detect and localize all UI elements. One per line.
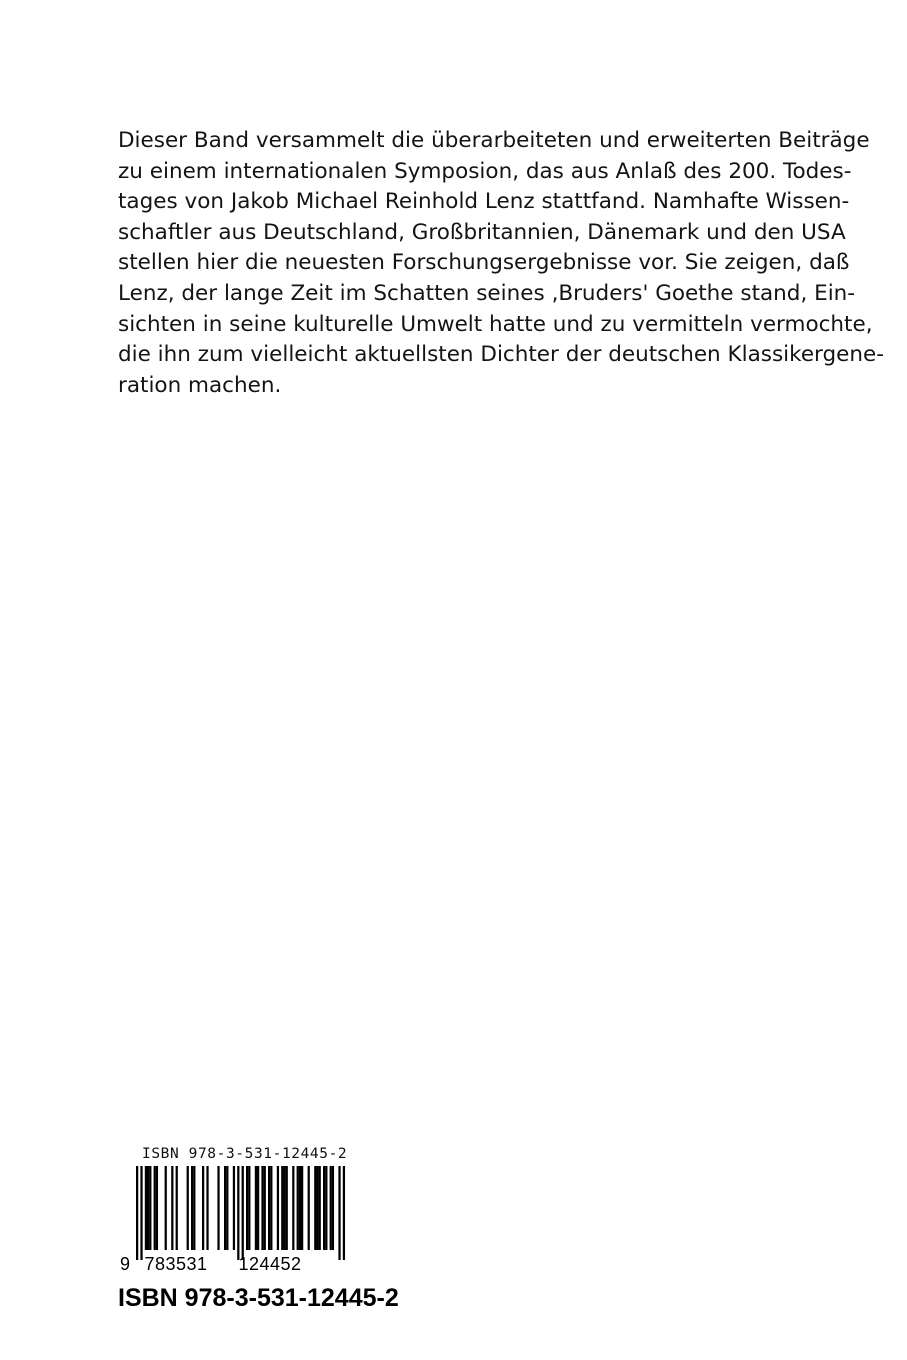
- barcode-bar: [308, 1166, 310, 1250]
- barcode-image: [118, 1166, 368, 1274]
- barcode-bar: [292, 1166, 294, 1250]
- barcode-bar: [255, 1166, 257, 1250]
- barcode-bar: [206, 1166, 208, 1250]
- back-cover-blurb: [118, 126, 885, 401]
- barcode-bar: [261, 1166, 263, 1250]
- barcode-isbn-label: ISBN 978-3-531-12445-2: [142, 1146, 348, 1162]
- blurb-line: Dieser Band versammelt die überarbeiteten und erweiterten Beiträge: [118, 128, 870, 153]
- blurb-line: ration machen.: [118, 372, 282, 398]
- barcode-left-digits: 783531: [144, 1254, 208, 1274]
- barcode-bar: [149, 1166, 151, 1250]
- barcode-guard-bar: [338, 1166, 340, 1260]
- blurb-line: Lenz, der lange Zeit im Schatten seines ‚Bruders' Goethe stand, Ein-: [118, 280, 856, 306]
- barcode-guard-bar: [242, 1166, 244, 1260]
- barcode-bar: [226, 1166, 228, 1250]
- barcode-bar: [145, 1166, 147, 1250]
- barcode-first-digit: 9: [120, 1254, 131, 1274]
- barcode-bar: [316, 1166, 318, 1250]
- barcode-bar: [165, 1166, 167, 1250]
- barcode-bar: [147, 1166, 149, 1250]
- barcode-bar: [171, 1166, 173, 1250]
- barcode-right-digits: 124452: [238, 1254, 302, 1274]
- blurb-line: sichten in seine kulturelle Umwelt hatte und zu vermitteln vermochte,: [118, 311, 873, 337]
- barcode-bar: [319, 1166, 321, 1250]
- barcode-bar: [332, 1166, 334, 1250]
- barcode-bar: [286, 1166, 288, 1250]
- barcode-bar: [297, 1166, 299, 1250]
- blurb-line: tages von Jakob Michael Reinhold Lenz stattfand. Namhafte Wissen-: [118, 189, 850, 215]
- barcode-bar: [248, 1166, 250, 1250]
- barcode-bar: [281, 1166, 283, 1250]
- blurb-line: zu einem internationalen Symposion, das aus Anlaß des 200. Todes-: [118, 158, 852, 184]
- barcode-bar: [176, 1166, 178, 1250]
- barcode-guard-bar: [343, 1166, 345, 1260]
- barcode-bar: [330, 1166, 332, 1250]
- isbn-number: ISBN 978-3-531-12445-2: [118, 1284, 399, 1312]
- barcode-bar: [277, 1166, 279, 1250]
- barcode-bar: [257, 1166, 259, 1250]
- blurb-line: schaftler aus Deutschland, Großbritannien, Dänemark und den USA: [118, 219, 846, 245]
- barcode-bar: [193, 1166, 195, 1250]
- barcode-guard-bar: [136, 1166, 138, 1260]
- barcode-bar: [156, 1166, 158, 1250]
- barcode-bar: [246, 1166, 248, 1250]
- barcode-bar: [268, 1166, 270, 1250]
- barcode-bar: [264, 1166, 266, 1250]
- barcode-bars: [136, 1166, 345, 1260]
- blurb-line: die ihn zum vielleicht aktuellsten Dichter der deutschen Klassikergene-: [118, 342, 885, 368]
- blurb-line: stellen hier die neuesten Forschungsergebnisse vor. Sie zeigen, daß: [118, 250, 850, 276]
- barcode-bar: [224, 1166, 226, 1250]
- barcode-bar: [283, 1166, 285, 1250]
- barcode-guard-bar: [140, 1166, 142, 1260]
- barcode-bar: [191, 1166, 193, 1250]
- barcode-bar: [217, 1166, 219, 1250]
- isbn-barcode: [118, 1146, 368, 1274]
- barcode-bar: [202, 1166, 204, 1250]
- barcode-bar: [154, 1166, 156, 1250]
- barcode-bar: [314, 1166, 316, 1250]
- barcode-bar: [301, 1166, 303, 1250]
- barcode-bar: [233, 1166, 235, 1250]
- barcode-bar: [187, 1166, 189, 1250]
- barcode-bar: [270, 1166, 272, 1250]
- barcode-bar: [323, 1166, 325, 1250]
- barcode-bar: [325, 1166, 327, 1250]
- barcode-guard-bar: [237, 1166, 239, 1260]
- barcode-bar: [299, 1166, 301, 1250]
